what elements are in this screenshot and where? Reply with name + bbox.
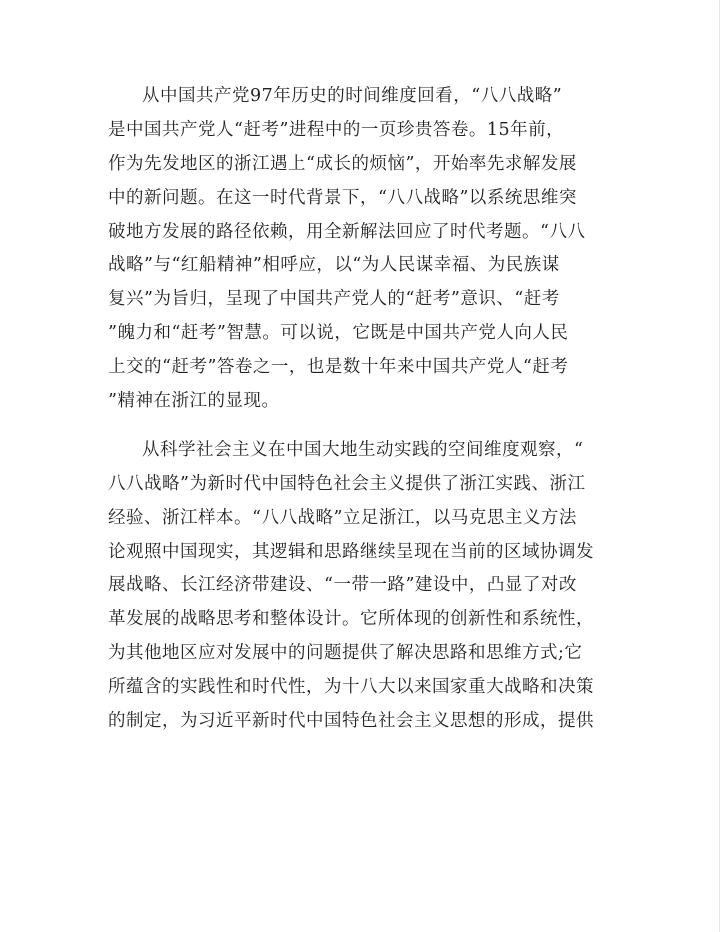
text-line: ”魄力和“赶考”智慧。可以说，它既是中国共产党人向人民 (108, 323, 569, 344)
text-line: 展战略、长江经济带建设、“一带一路”建设中，凸显了对改 (108, 575, 577, 596)
text-line: 为其他地区应对发展中的问题提供了解决思路和思维方式;它 (108, 643, 583, 664)
text-line: ”精神在浙江的显现。 (108, 391, 280, 412)
document-body (108, 80, 614, 739)
paragraph-gap (108, 419, 614, 434)
text-line: 战略”与“红船精神”相呼应，以“为人民谋幸福、为民族谋 (108, 255, 560, 276)
text-line: 革发展的战略思考和整体设计。它所体现的创新性和系统性， (108, 609, 594, 630)
text-line: 是中国共产党人“赶考”进程中的一页珍贵答卷。15年前， (108, 119, 565, 140)
text-line: 中的新问题。在这一时代背景下，“八八战略”以系统思维突 (108, 187, 577, 208)
text-line: 上交的“赶考”答卷之一，也是数十年来中国共产党人“赶考 (108, 357, 569, 378)
text-line: 复兴”为旨归，呈现了中国共产党人的“赶考”意识、“赶考 (108, 289, 560, 310)
text-line: 所蕴含的实践性和时代性，为十八大以来国家重大战略和决策 (108, 677, 594, 698)
text-line: 从科学社会主义在中国大地生动实践的空间维度观察，“ (142, 439, 584, 460)
text-line: 破地方发展的路径依赖，用全新解法回应了时代考题。“八八 (108, 221, 586, 242)
text-line: 从中国共产党97年历史的时间维度回看，“八八战略” (142, 86, 563, 106)
text-line: 的制定，为习近平新时代中国特色社会主义思想的形成，提供 (108, 711, 594, 732)
text-line: 经验、浙江样本。“八八战略”立足浙江，以马克思主义方法 (108, 507, 577, 528)
paragraph-1 (108, 80, 614, 419)
paragraph-2 (108, 434, 614, 739)
text-line: 论观照中国现实，其逻辑和思路继续呈现在当前的区域协调发 (108, 541, 594, 562)
text-line: 八八战略”为新时代中国特色社会主义提供了浙江实践、浙江 (108, 473, 586, 494)
text-line: 作为先发地区的浙江遇上“成长的烦恼”，开始率先求解发展 (108, 153, 577, 174)
